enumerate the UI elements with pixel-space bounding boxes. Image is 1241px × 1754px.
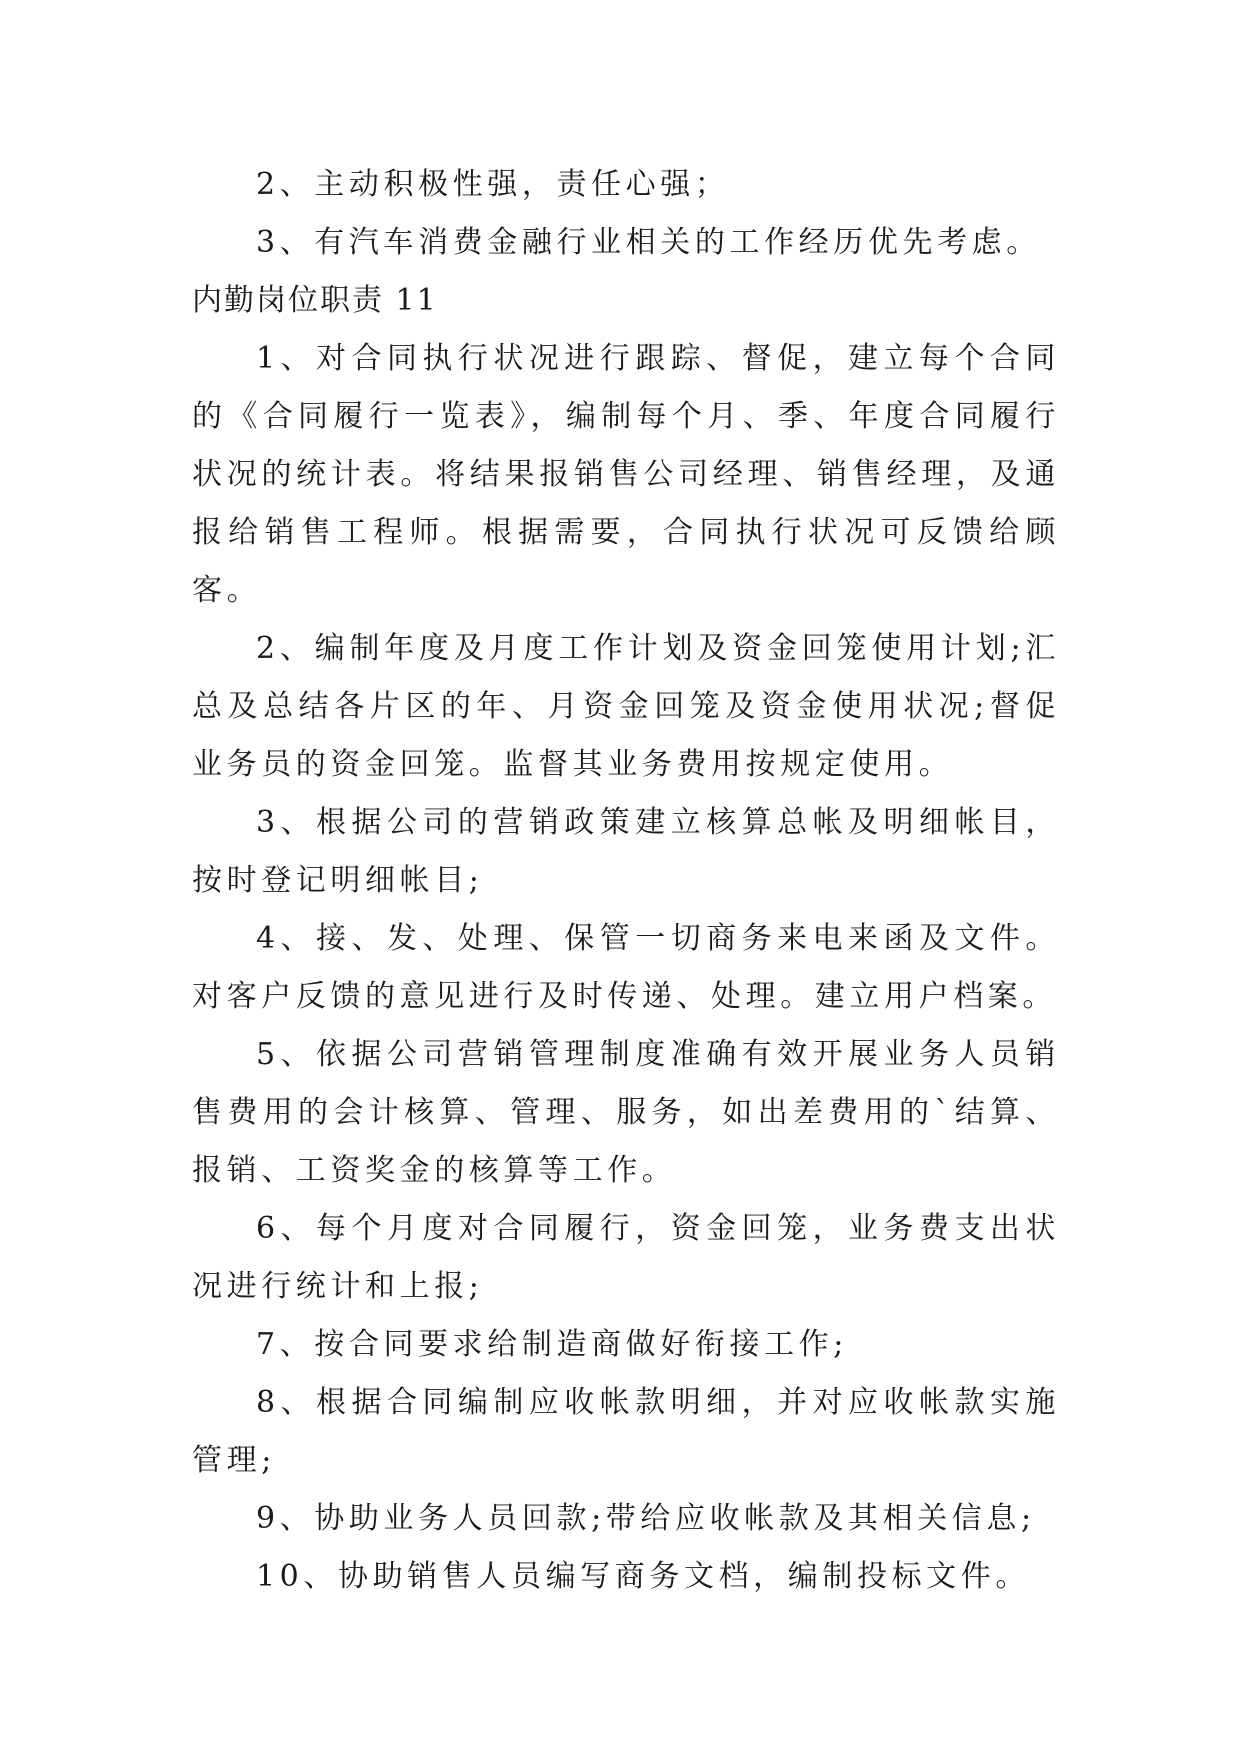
section-title: 内勤岗位职责 11 [192,283,438,318]
duty-item-5: 5、依据公司营销管理制度准确有效开展业务人员销售费用的会计核算、管理、服务，如出差费用的`结算、报销、工资奖金的核算等工作。 [192,1037,1060,1188]
duty-item-10: 10、协助销售人员编写商务文档，编制投标文件。 [256,1559,1030,1594]
duty-item-4: 4、接、发、处理、保管一切商务来电来函及文件。对客户反馈的意见进行及时传递、处理。建立用户档案。 [192,921,1060,1014]
duty-item-8: 8、根据合同编制应收帐款明细，并对应收帐款实施管理; [192,1385,1060,1478]
duty-item-3: 3、根据公司的营销政策建立核算总帐及明细帐目，按时登记明细帐目; [192,805,1060,898]
duty-item-7: 7、按合同要求给制造商做好衔接工作; [256,1327,848,1362]
intro-item-3: 3、有汽车消费金融行业相关的工作经历优先考虑。 [256,225,1041,260]
duty-item-2: 2、编制年度及月度工作计划及资金回笼使用计划;汇总及总结各片区的年、月资金回笼及资金使用状况;督促业务员的资金回笼。监督其业务费用按规定使用。 [192,631,1060,782]
duty-item-1: 1、对合同执行状况进行跟踪、督促，建立每个合同的《合同履行一览表》，编制每个月、季、年度合同履行状况的统计表。将结果报销售公司经理、销售经理，及通报给销售工程师。根据需要，合同执行状况可反馈给顾客。 [192,341,1060,608]
document-body [192,156,1060,1606]
duty-item-9: 9、协助业务人员回款;带给应收帐款及其相关信息; [256,1501,1036,1536]
duty-item-6: 6、每个月度对合同履行，资金回笼，业务费支出状况进行统计和上报; [192,1211,1060,1304]
intro-item-2: 2、主动积极性强，责任心强； [256,167,730,202]
